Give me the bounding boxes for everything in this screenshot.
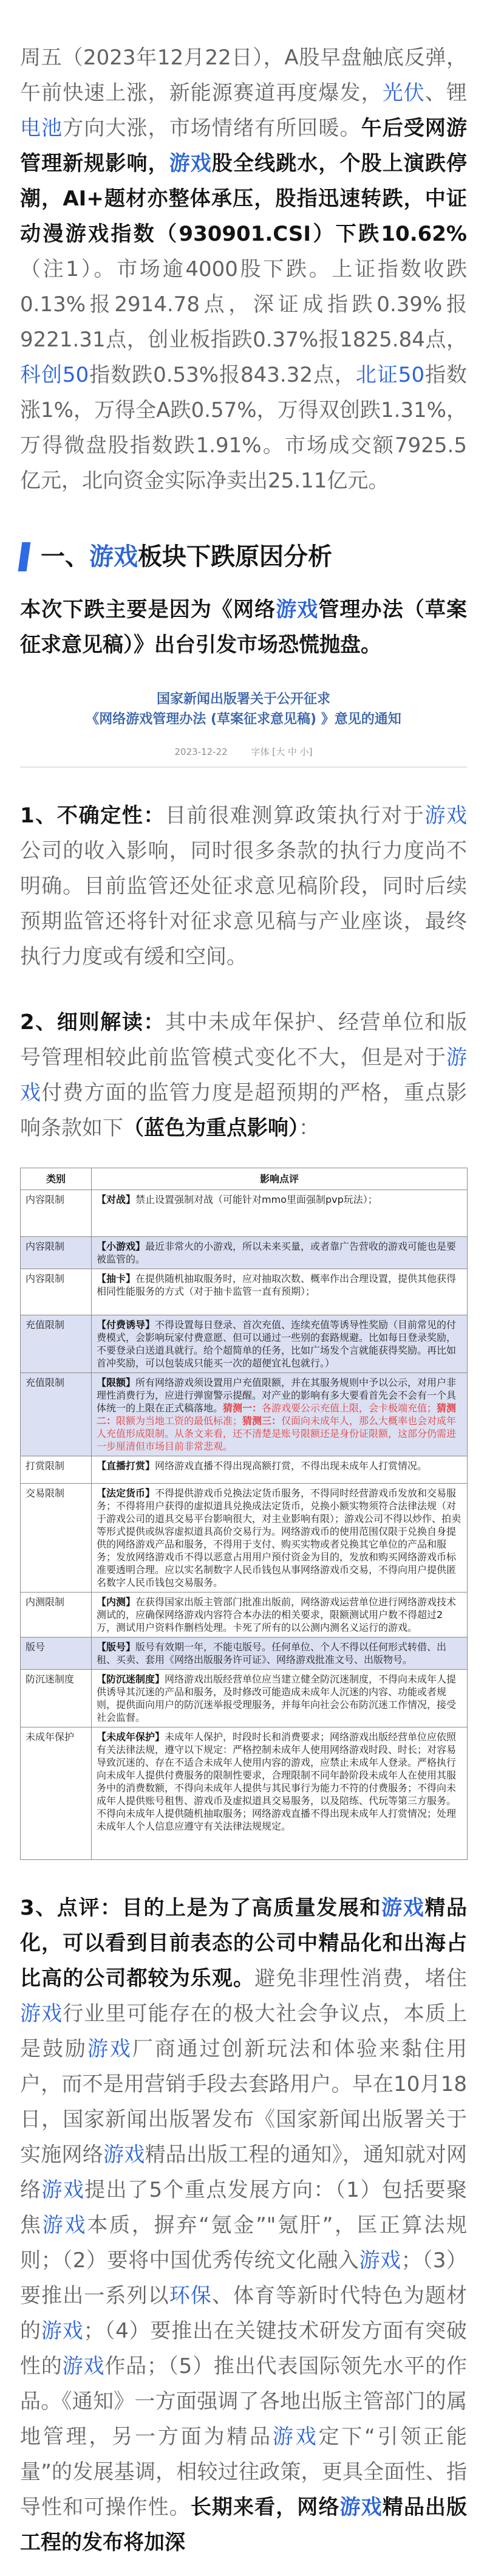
text-run: 厂商通过创新玩法和体验来黏住用户，而不是用营销手段去套路用户。早在10月18日，国家新闻出版署发布《国家新闻出版署关于实施网络 bbox=[20, 2037, 468, 2167]
text-run: 管理办法（草案征求意见稿）》出台引发市场恐慌抛盘。 bbox=[20, 598, 468, 657]
text-run: 猜测三： bbox=[242, 1415, 282, 1427]
notice-date: 2023-12-22 bbox=[174, 746, 228, 757]
text-run: 一、 bbox=[41, 543, 89, 571]
text-run: 最近非常火的小游戏，所以未来买量，或者靠广告营收的游戏可能也是要被监管的。 bbox=[97, 1241, 457, 1265]
inline-link[interactable]: 电池 bbox=[20, 116, 63, 140]
comment-cell bbox=[92, 1315, 468, 1373]
inline-link[interactable]: 游戏 bbox=[87, 2037, 132, 2061]
text-run: 精品出版工程的通知》，通知就对网络 bbox=[20, 2143, 468, 2202]
text-run: 【未成年保护】 bbox=[97, 1731, 165, 1743]
table-row bbox=[21, 1593, 468, 1638]
notice-image bbox=[20, 681, 467, 768]
notice-title bbox=[20, 689, 467, 729]
inline-link[interactable]: 游戏 bbox=[42, 2213, 87, 2237]
comment-cell bbox=[92, 1638, 468, 1670]
text-run: 1、不确定性： bbox=[20, 804, 165, 828]
market-recap-paragraph bbox=[20, 0, 467, 498]
text-run: 所有网络游戏须设置用户充值限额，并在其服务规则中予以公示，对用户非理性消费行为，应进行弹窗警示提醒。对产业的影响有多大要看首先会不会有一个具体统一的上限在正式稿落地。 bbox=[97, 1377, 457, 1414]
text-run: 午后受网游管理新规影响， bbox=[20, 116, 468, 176]
text-run: 板块下跌原因分析 bbox=[138, 543, 332, 571]
text-run: 【抽卡】 bbox=[97, 1273, 136, 1284]
text-run: 其中未成年保护、经营单位和版号管理相较此前监管模式变化不大，但是对于 bbox=[20, 1010, 467, 1070]
text-run: 【付费诱导】 bbox=[97, 1319, 155, 1331]
header-cell-comment: 影响点评 bbox=[92, 1168, 468, 1190]
notice-title-line2: 《网络游戏管理办法 (草案征求意见稿) 》意见的通知 bbox=[86, 712, 401, 727]
text-run: 不得设置每日登录、首次充值、连续充值等诱导性奖励（目前常见的付费模式，会影响玩家付费意愿、但可以通过一些别的套路规避。比如每日登录奖励，不要登录白送道具就行。给个超简单的任务，比如广场发个言就能获得奖励。再比如首冲奖励，可以包装成只能买一次的超便宜礼包就行。） bbox=[97, 1319, 457, 1369]
category-cell: 内测限制 bbox=[21, 1593, 92, 1638]
inline-link[interactable]: 游戏 bbox=[276, 598, 319, 622]
notice-font-size-label: 字体 [大 中 小] bbox=[251, 746, 313, 757]
text-run: 、锂 bbox=[424, 81, 468, 105]
text-run: 本次下跌主要是因为《网络 bbox=[20, 598, 276, 622]
category-cell: 充值限制 bbox=[21, 1315, 92, 1373]
text-run: 仅面向未成年人，那么大概率也会对成年人充值形成限制。从条文来看，还不清楚是账号限额还是身份证限额，这部分仍需进一步厘清但市场目前非常悲观。 bbox=[97, 1415, 457, 1452]
text-run: ： bbox=[299, 1116, 319, 1140]
point-1-paragraph bbox=[20, 798, 467, 974]
table-row bbox=[21, 1373, 468, 1456]
inline-link[interactable]: 游戏 bbox=[20, 1045, 467, 1105]
text-run: 【版号】 bbox=[97, 1641, 136, 1653]
text-run: 长期来看，网络 bbox=[190, 2495, 340, 2519]
text-run: 限额为当地工资的最低标准； bbox=[116, 1415, 243, 1427]
section-heading bbox=[20, 540, 467, 574]
comment-cell bbox=[92, 1670, 468, 1727]
table-row bbox=[21, 1190, 468, 1237]
text-run: 目前很难测算政策执行对于 bbox=[165, 804, 425, 828]
text-run: 网络游戏出版经营单位应当建立健全防沉迷制度，不得向未成年人提供诱导其沉迷的产品和服务，及时修改可能造成未成年人沉迷的内容、功能或者规则，提供面向用户的防沉迷举报受理服务，并每年向社会公布防沉迷工作情况，接受社会监督。 bbox=[97, 1673, 457, 1723]
inline-link[interactable]: 游戏 bbox=[359, 2248, 401, 2273]
inline-link[interactable]: 游戏 bbox=[381, 1896, 425, 1920]
table-row bbox=[21, 1269, 468, 1315]
inline-link[interactable]: 游戏 bbox=[89, 543, 138, 571]
inline-link[interactable]: 游戏 bbox=[41, 2178, 85, 2202]
section-accent-bar bbox=[18, 542, 31, 571]
text-run: 版号有效期一年，不能屯版号。任何单位、个人不得以任何形式转借、出租、买卖、套用《网络出版服务许可证》、网络游戏批准文号、出版物号。 bbox=[97, 1641, 447, 1665]
inline-link[interactable]: 科创50 bbox=[20, 363, 89, 387]
text-run: 精品出版工程的发布将加深 bbox=[20, 2495, 468, 2555]
text-run: 3、点评： bbox=[20, 1896, 122, 1920]
lead-paragraph bbox=[20, 592, 467, 663]
text-run: ；（4）要推出在关键技术研发方面有突破性的 bbox=[20, 2319, 467, 2378]
text-run: 【内测】 bbox=[97, 1596, 136, 1608]
text-run: 周五（2023年12月22日），A股早盘触底反弹，午前快速上涨，新能源赛道再度爆发， bbox=[20, 46, 467, 105]
text-run: 【小游戏】 bbox=[97, 1241, 146, 1252]
text-run: 本质，摒弃“氪金”"氪肝”，匡正算法规则；（2）要将中国优秀传统文化融入 bbox=[20, 2213, 468, 2273]
text-run: 行业里可能存在的极大社会争议点，本质上是鼓励 bbox=[20, 2002, 468, 2061]
category-cell: 充值限制 bbox=[21, 1373, 92, 1456]
text-run: 在获得国家出版主管部门批准出版前，网络游戏运营单位进行网络游戏技术测试的，应确保网络游戏内容符合本办法的相关要求，限额测试用户数不得超过2万，测试用户资料作删档处理。卡死了所有的以公测内测名义运行的游戏。 bbox=[97, 1596, 457, 1633]
notice-title-line1: 国家新闻出版署关于公开征求 bbox=[156, 692, 330, 707]
section-title bbox=[41, 540, 332, 574]
category-cell: 打赏限制 bbox=[21, 1456, 92, 1484]
category-cell: 未成年保护 bbox=[21, 1727, 92, 1860]
inline-link[interactable]: 光伏 bbox=[382, 81, 425, 105]
point-2-paragraph bbox=[20, 1005, 467, 1146]
comment-cell bbox=[92, 1190, 468, 1237]
text-run: 、体育等新时代特色为题材的 bbox=[20, 2284, 468, 2343]
text-run: 【法定货币】 bbox=[97, 1487, 155, 1499]
inline-link[interactable]: 游戏 bbox=[103, 2143, 145, 2167]
table-row bbox=[21, 1484, 468, 1593]
text-run: 猜测一： bbox=[223, 1402, 262, 1414]
inline-link[interactable]: 游戏 bbox=[424, 804, 468, 828]
comment-cell bbox=[92, 1237, 468, 1269]
inline-link[interactable]: 环保 bbox=[169, 2284, 212, 2308]
comment-cell bbox=[92, 1373, 468, 1456]
text-run: 猜测二： bbox=[97, 1402, 457, 1427]
text-run: 指数跌0.53%报843.32点， bbox=[89, 363, 356, 387]
table-row bbox=[21, 1638, 468, 1670]
text-run: （注1）。市场逾4000股下跌。上证指数收跌0.13%报2914.78点，深证成指跌0.39%报9221.31点，创业板指跌0.37%报1825.84点， bbox=[20, 257, 467, 352]
text-run: 【限额】 bbox=[97, 1377, 136, 1388]
text-run: 【防沉迷制度】 bbox=[97, 1673, 165, 1685]
text-run: 不得提供游戏币兑换法定货币服务，不得同时经营游戏币发放和交易服务；不得将用户获得的虚拟道具兑换成法定货币，兑换小额实物须符合法律法规（对于游戏公司的道具交易平台影响很大，对主业影响有限）；游戏公司不得以炒作、拍卖等形式提供或纵容虚拟道具高价交易行为。网络游戏币的使用范围仅限于兑换自身提供的网络游戏产品和服务，不得用于支付、购买实物或者兑换其它单位的产品和服务；发放网络游戏币不得以恶意占用用户预付资金为目的，发放和购买网络游戏币标准要透明合理。应以实名制数字人民币钱包从事网络游戏币交易，不得向用户提供匿名数字人民币钱包交易服务。 bbox=[97, 1487, 461, 1588]
category-cell: 内容限制 bbox=[21, 1269, 92, 1315]
header-row bbox=[21, 1168, 468, 1190]
text-run: 避免非理性消费，堵住 bbox=[254, 1966, 468, 1991]
text-run: 禁止设置强制对战（可能针对mmo里面强制pvp玩法）； bbox=[135, 1194, 378, 1205]
text-run: ；（3）要推出一系列以 bbox=[20, 2248, 467, 2308]
inline-link[interactable]: 游戏 bbox=[41, 2319, 84, 2343]
inline-link[interactable]: 游戏 bbox=[62, 2354, 105, 2378]
category-cell: 防沉迷制度 bbox=[21, 1670, 92, 1727]
text-run: 精品化，可以看到目前表态的公司中精品化和出海占比高的公司都较为乐观。 bbox=[20, 1896, 468, 1991]
table-row bbox=[21, 1727, 468, 1860]
text-run: 公司的收入影响，同时很多条款的执行力度尚不明确。目前监管还处征求意见稿阶段，同时后续预期监管还将针对征求意见稿与产业座谈，最终执行力度或有缓和空间。 bbox=[20, 839, 467, 969]
text-run: 2、细则解读： bbox=[20, 1010, 165, 1035]
text-run: 目的上是为了高质量发展和 bbox=[121, 1896, 382, 1920]
category-cell: 内容限制 bbox=[21, 1190, 92, 1237]
regulation-table bbox=[20, 1168, 468, 1860]
table-row bbox=[21, 1456, 468, 1484]
regulation-table-body bbox=[21, 1190, 468, 1860]
inline-link[interactable]: 游戏 bbox=[169, 151, 212, 176]
category-cell: 内容限制 bbox=[21, 1237, 92, 1269]
text-run: 【对战】 bbox=[97, 1194, 136, 1205]
text-run: 指数涨1%，万得全A跌0.57%，万得双创跌1.31%，万得微盘股指数跌1.91%。市场成交额7925.5亿元，北向资金实际净卖出25.11亿元。 bbox=[20, 363, 468, 493]
text-run: 作品；（5）推出代表国际领先水平的作品。《通知》一方面强调了各地出版主管部门的属地管理，另一方面为精品 bbox=[20, 2354, 467, 2449]
notice-divider bbox=[20, 766, 467, 768]
text-run: 定下“引领正能量”的发展基调，相较过往政策，更具全面性、指导性和可操作性。 bbox=[20, 2425, 468, 2519]
notice-meta bbox=[20, 745, 467, 758]
text-run: （蓝色为重点影响） bbox=[123, 1116, 299, 1140]
text-run: 各游戏要公示充值上限，会卡极端充值； bbox=[262, 1402, 437, 1414]
table-row bbox=[21, 1670, 468, 1727]
comment-cell bbox=[92, 1456, 468, 1484]
table-row bbox=[21, 1237, 468, 1269]
inline-link[interactable]: 游戏 bbox=[339, 2495, 383, 2519]
comment-cell bbox=[92, 1727, 468, 1860]
category-cell: 交易限制 bbox=[21, 1484, 92, 1593]
text-run: 网络游戏直播不得出现高额打赏，不得出现未成年人打赏情况。 bbox=[155, 1460, 427, 1472]
category-cell: 版号 bbox=[21, 1638, 92, 1670]
text-run: 股全线跳水，个股上演跌停潮，AI+题材亦整体承压，股指迅速转跌，中证动漫游戏指数（930901.CSI）下跌10.62% bbox=[20, 151, 468, 246]
text-run: 在提供随机抽取服务时，应对抽取次数、概率作出合理设置，提供其他获得相同性能服务的方式（对于抽卡监管一直有预期）； bbox=[97, 1273, 457, 1297]
inline-link[interactable]: 游戏 bbox=[272, 2425, 319, 2449]
comment-cell bbox=[92, 1269, 468, 1315]
text-run: 提出了5个重点发展方向：（1）包括要聚焦 bbox=[20, 2178, 468, 2237]
inline-link[interactable]: 北证50 bbox=[355, 363, 425, 387]
text-run: 付费方面的监管力度是超预期的严格，重点影响条款如下 bbox=[20, 1081, 468, 1140]
text-run: 【直播打赏】 bbox=[97, 1460, 155, 1472]
inline-link[interactable]: 游戏 bbox=[20, 2002, 63, 2026]
comment-cell bbox=[92, 1593, 468, 1638]
text-run: 方向大涨，市场情绪有所回暖。 bbox=[63, 116, 361, 140]
point-3-paragraph bbox=[20, 1890, 467, 2560]
comment-cell bbox=[92, 1484, 468, 1593]
header-cell-category: 类别 bbox=[21, 1168, 92, 1190]
table-row bbox=[21, 1315, 468, 1373]
text-run: 未成年人保护，时段时长和消费要求；网络游戏出版经营单位应依照有关法律法规，遵守以下规定：严格控制未成年人使用网络游戏时段、时长；对容易导致沉迷的、存在不适合未成年人使用内容的游戏，应禁止未成年人登录。严格执行向未成年人提供付费服务的限制性要求，合理限制不同年龄阶段未成年人在使用其服务中的消费数额，不得向未成年人提供与其民事行为能力不符的付费服务；不得向未成年人提供账号租售、游戏币及虚拟道具交易服务，以及陪练、代玩等第三方服务。不得向未成年人提供随机抽取服务；网络游戏直播不得出现未成年人打赏情况；处理未成年人个人信息应遵守有关法律法规规定。 bbox=[97, 1731, 457, 1832]
regulation-table-header bbox=[21, 1168, 468, 1190]
